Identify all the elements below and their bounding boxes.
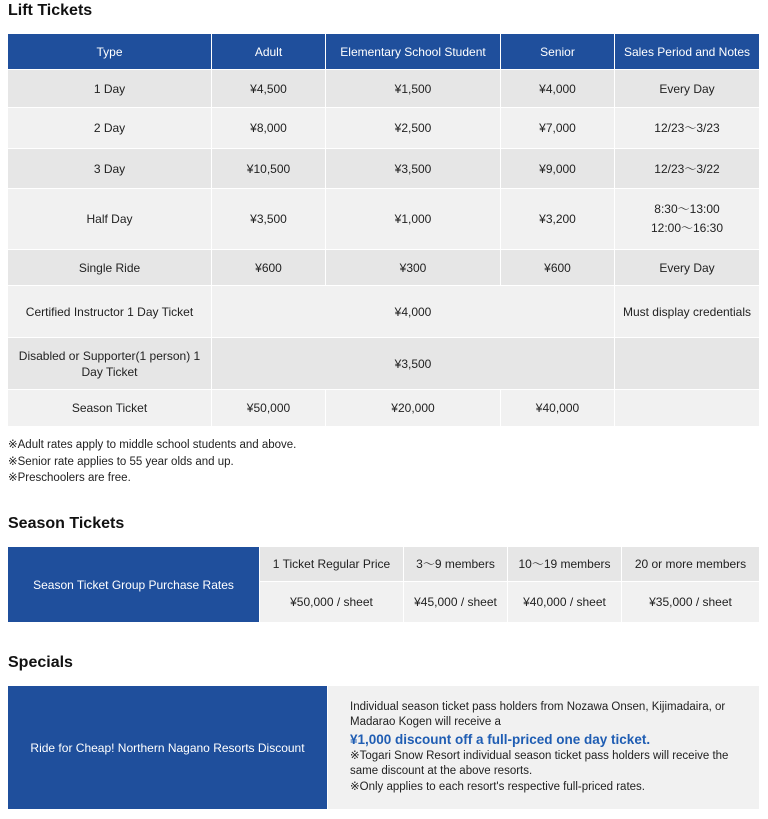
cell-type: Season Ticket xyxy=(8,390,212,427)
cell-elementary: ¥2,500 xyxy=(326,108,501,149)
notes-line: 8:30～13:00 xyxy=(654,202,720,216)
table-row xyxy=(8,189,760,250)
cell-senior: ¥4,000 xyxy=(501,70,615,108)
cell-type: Half Day xyxy=(8,189,212,250)
cell-notes: Every Day xyxy=(615,70,760,108)
offer-note: ※Only applies to each resort's respective full-priced rates. xyxy=(350,780,645,793)
cell-senior: ¥7,000 xyxy=(501,108,615,149)
table-row xyxy=(8,286,760,338)
cell-notes: Every Day xyxy=(615,250,760,286)
table-row xyxy=(8,108,760,149)
cell-elementary: ¥3,500 xyxy=(326,149,501,189)
offer-highlight: ¥1,000 discount off a full-priced one day ticket. xyxy=(350,731,651,747)
cell-notes xyxy=(615,390,760,427)
specials-table xyxy=(7,685,760,810)
season-price: ¥50,000 / sheet xyxy=(260,582,404,623)
table-row xyxy=(8,390,760,427)
cell-adult: ¥4,500 xyxy=(212,70,326,108)
cell-type: Certified Instructor 1 Day Ticket xyxy=(8,286,212,338)
cell-elementary: ¥1,000 xyxy=(326,189,501,250)
specials-offer-label: Ride for Cheap! Northern Nagano Resorts Discount xyxy=(8,686,328,810)
cell-type: 2 Day xyxy=(8,108,212,149)
cell-price: ¥3,500 xyxy=(212,338,615,390)
table-row xyxy=(8,70,760,108)
season-price: ¥40,000 / sheet xyxy=(508,582,622,623)
table-row xyxy=(8,250,760,286)
note-line: ※Preschoolers are free. xyxy=(8,472,131,484)
cell-adult: ¥10,500 xyxy=(212,149,326,189)
cell-price: ¥4,000 xyxy=(212,286,615,338)
cell-senior: ¥600 xyxy=(501,250,615,286)
cell-notes xyxy=(615,189,760,250)
cell-senior: ¥3,200 xyxy=(501,189,615,250)
note-line: ※Senior rate applies to 55 year olds and up. xyxy=(8,455,234,468)
note-line: ※Adult rates apply to middle school students and above. xyxy=(8,439,297,451)
cell-adult: ¥50,000 xyxy=(212,390,326,427)
season-col-label: 10～19 members xyxy=(508,547,622,582)
table-row xyxy=(8,547,760,582)
season-col-label: 1 Ticket Regular Price xyxy=(260,547,404,582)
lift-tickets-heading: Lift Tickets xyxy=(8,2,93,19)
cell-type: Disabled or Supporter(1 person) 1 Day Ticket xyxy=(8,338,212,390)
col-header-elementary: Elementary School Student xyxy=(326,34,501,70)
offer-note: ※Togari Snow Resort individual season ticket pass holders will receive the same discount at the above resorts. xyxy=(350,749,729,778)
col-header-type: Type xyxy=(8,34,212,70)
season-col-label: 3～9 members xyxy=(404,547,508,582)
lift-tickets-table xyxy=(7,33,760,427)
cell-type: 1 Day xyxy=(8,70,212,108)
specials-offer-details xyxy=(328,686,760,810)
table-header-row xyxy=(8,34,760,70)
cell-senior: ¥40,000 xyxy=(501,390,615,427)
cell-adult: ¥600 xyxy=(212,250,326,286)
season-price: ¥35,000 / sheet xyxy=(622,582,760,623)
lift-tickets-notes xyxy=(8,437,296,487)
cell-type: Single Ride xyxy=(8,250,212,286)
season-group-rates-label: Season Ticket Group Purchase Rates xyxy=(8,547,260,623)
table-row xyxy=(8,149,760,189)
table-row xyxy=(8,686,760,810)
cell-notes: Must display credentials xyxy=(615,286,760,338)
cell-notes: 12/23～3/23 xyxy=(615,108,760,149)
col-header-senior: Senior xyxy=(501,34,615,70)
col-header-notes: Sales Period and Notes xyxy=(615,34,760,70)
cell-elementary: ¥1,500 xyxy=(326,70,501,108)
season-tickets-heading: Season Tickets xyxy=(8,515,125,532)
notes-line: 12:00～16:30 xyxy=(650,221,724,235)
cell-elementary: ¥20,000 xyxy=(326,390,501,427)
season-col-label: 20 or more members xyxy=(622,547,760,582)
cell-notes: 12/23～3/22 xyxy=(615,149,760,189)
col-header-adult: Adult xyxy=(212,34,326,70)
offer-text: Individual season ticket pass holders from Nozawa Onsen, Kijimadaira, or Madarao Kogen will receive a xyxy=(350,700,726,729)
cell-adult: ¥3,500 xyxy=(212,189,326,250)
cell-notes xyxy=(615,338,760,390)
cell-senior: ¥9,000 xyxy=(501,149,615,189)
season-tickets-table xyxy=(7,546,760,623)
specials-heading: Specials xyxy=(8,654,73,671)
cell-type: 3 Day xyxy=(8,149,212,189)
season-price: ¥45,000 / sheet xyxy=(404,582,508,623)
table-row xyxy=(8,338,760,390)
cell-adult: ¥8,000 xyxy=(212,108,326,149)
cell-elementary: ¥300 xyxy=(326,250,501,286)
